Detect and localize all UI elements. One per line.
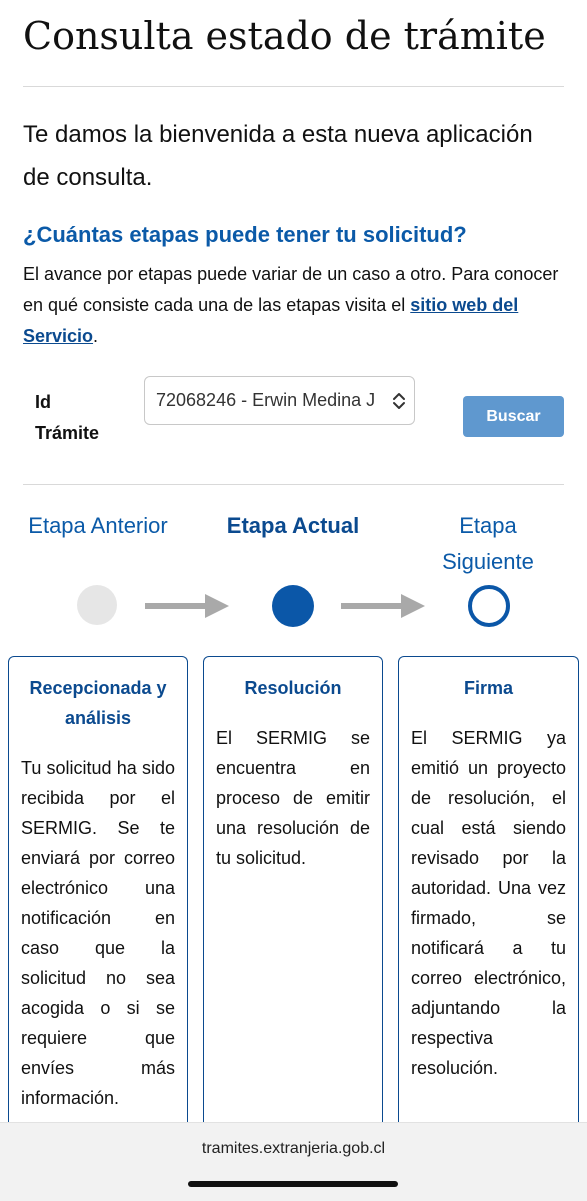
id-label-line1: Id xyxy=(35,392,51,412)
stages-intro-end: . xyxy=(93,326,99,346)
card-text: Tu solicitud ha sido recibida por el SERMIG. Se te enviará por correo electrónico una notificación en caso que la solicitud no sea acogida o si se requiere que envíes más información. xyxy=(21,758,175,1108)
url-bar[interactable]: tramites.extranjeria.gob.cl xyxy=(201,1140,386,1157)
browser-bottom-bar xyxy=(0,1122,587,1201)
stage-card-current xyxy=(203,656,383,1200)
stages-intro xyxy=(23,259,568,352)
home-indicator[interactable] xyxy=(188,1181,398,1187)
card-text: El SERMIG ya emitió un proyecto de resolución, el cual está siendo revisado por la autoridad. Una vez firmado, se notificará a tu correo electrónico, adjuntando la respectiva resolución. xyxy=(411,728,566,1078)
stage-dot-previous xyxy=(77,585,117,625)
card-text: El SERMIG se encuentra en proceso de emitir una resolución de tu solicitud. xyxy=(216,728,370,868)
card-title: Firma xyxy=(463,678,514,698)
stage-label-previous: Etapa Anterior xyxy=(28,513,168,538)
stage-label-next-line1: Etapa xyxy=(459,513,517,538)
welcome-text: Te damos la bienvenida a esta nueva aplicación de consulta. xyxy=(23,121,533,191)
divider xyxy=(23,484,564,485)
stage-label-next xyxy=(398,508,578,580)
stage-card-next xyxy=(398,656,579,1200)
id-tramite-label xyxy=(35,387,99,449)
stage-card-previous xyxy=(8,656,188,1200)
arrow-right-icon xyxy=(341,592,427,620)
stages-intro-text: El avance por etapas puede variar de un caso a otro. Para conocer en qué consiste cada una de las etapas visita el xyxy=(23,264,559,315)
divider xyxy=(23,86,564,87)
card-title: Resolución xyxy=(244,678,342,698)
chevron-up-down-icon xyxy=(392,391,406,411)
search-button[interactable]: Buscar xyxy=(463,396,564,437)
stage-label-next-line2: Siguiente xyxy=(442,549,534,574)
stage-label-current: Etapa Actual xyxy=(226,513,360,538)
tramite-select-value: 72068246 - Erwin Medina J xyxy=(156,390,376,410)
card-title: Recepcionada y análisis xyxy=(29,678,167,728)
page-title: Consulta estado de trámite xyxy=(23,14,546,58)
arrow-right-icon xyxy=(145,592,231,620)
tramite-select[interactable] xyxy=(144,376,415,425)
service-website-link[interactable]: sitio web del Servicio xyxy=(23,295,519,346)
stage-dot-current xyxy=(272,585,314,627)
stage-dot-next xyxy=(468,585,510,627)
stages-heading: ¿Cuántas etapas puede tener tu solicitud? xyxy=(23,222,467,247)
id-label-line2: Trámite xyxy=(35,423,100,443)
